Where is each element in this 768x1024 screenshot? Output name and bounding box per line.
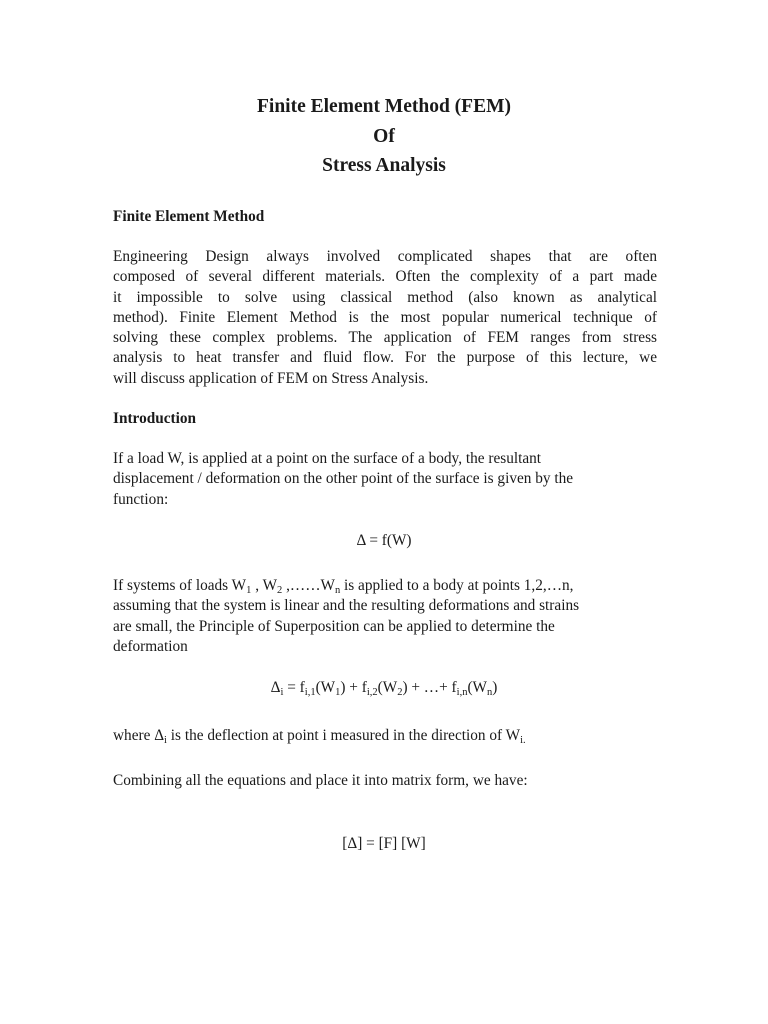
paragraph-line: Engineering Design always involved complicated shapes that are often [113,248,657,265]
paragraph-line: solving these complex problems. The application of FEM ranges from stress [113,329,657,347]
superposition-paragraph [113,576,657,657]
paragraph-line: method). Finite Element Method is the most popular numerical technique of [113,308,657,326]
paragraph-line-loads: If systems of loads $W_1$ , $W_2$ $,\dots\dots W_n$ is applied to a body at points 1,2,…n, [113,577,574,596]
section-heading-fem: Finite Element Method [113,208,265,225]
where-line: where $\Delta_i$ is the deflection at point i measured in the direction of $W_{i.}$ [113,727,526,746]
fem-paragraph [113,247,657,389]
title-line-3: Stress Analysis [322,155,446,176]
paragraph-line: composed of several different materials. Often the complexity of a part made [113,268,657,286]
equation-matrix: [Δ] = [F] [W] [342,835,426,852]
paragraph-line: assuming that the system is linear and the resulting deformations and strains [113,597,580,615]
title-line-2: Of [373,125,395,147]
paragraph-line: will discuss application of FEM on Stress Analysis. [113,369,429,387]
paragraph-line: analysis to heat transfer and fluid flow. For the purpose of this lecture, we [113,349,657,367]
paragraph-line: If a load W, is applied at a point on the surface of a body, the resultant [113,450,542,467]
document-title [0,92,768,181]
paragraph-line: are small, the Principle of Superposition can be applied to determine the [113,617,555,635]
combine-line: Combining all the equations and place it into matrix form, we have: [113,772,528,789]
section-heading-introduction: Introduction [113,410,197,427]
paragraph-line: deformation [113,637,188,655]
equation-delta-fw: Δ = f(W) [356,532,412,549]
paragraph-line: function: [113,490,169,508]
paragraph-line: it impossible to solve using classical method (also known as analytical [113,288,657,306]
equation-superposition: $\Delta_i = f_{i,1}(W_1) + f_{i,2}(W_2)$ + …+ $f_{i,n}(W_n)$ [270,679,498,698]
paragraph-line: displacement / deformation on the other point of the surface is given by the [113,470,574,488]
title-line-1: Finite Element Method (FEM) [257,96,511,117]
intro-paragraph [113,449,657,510]
